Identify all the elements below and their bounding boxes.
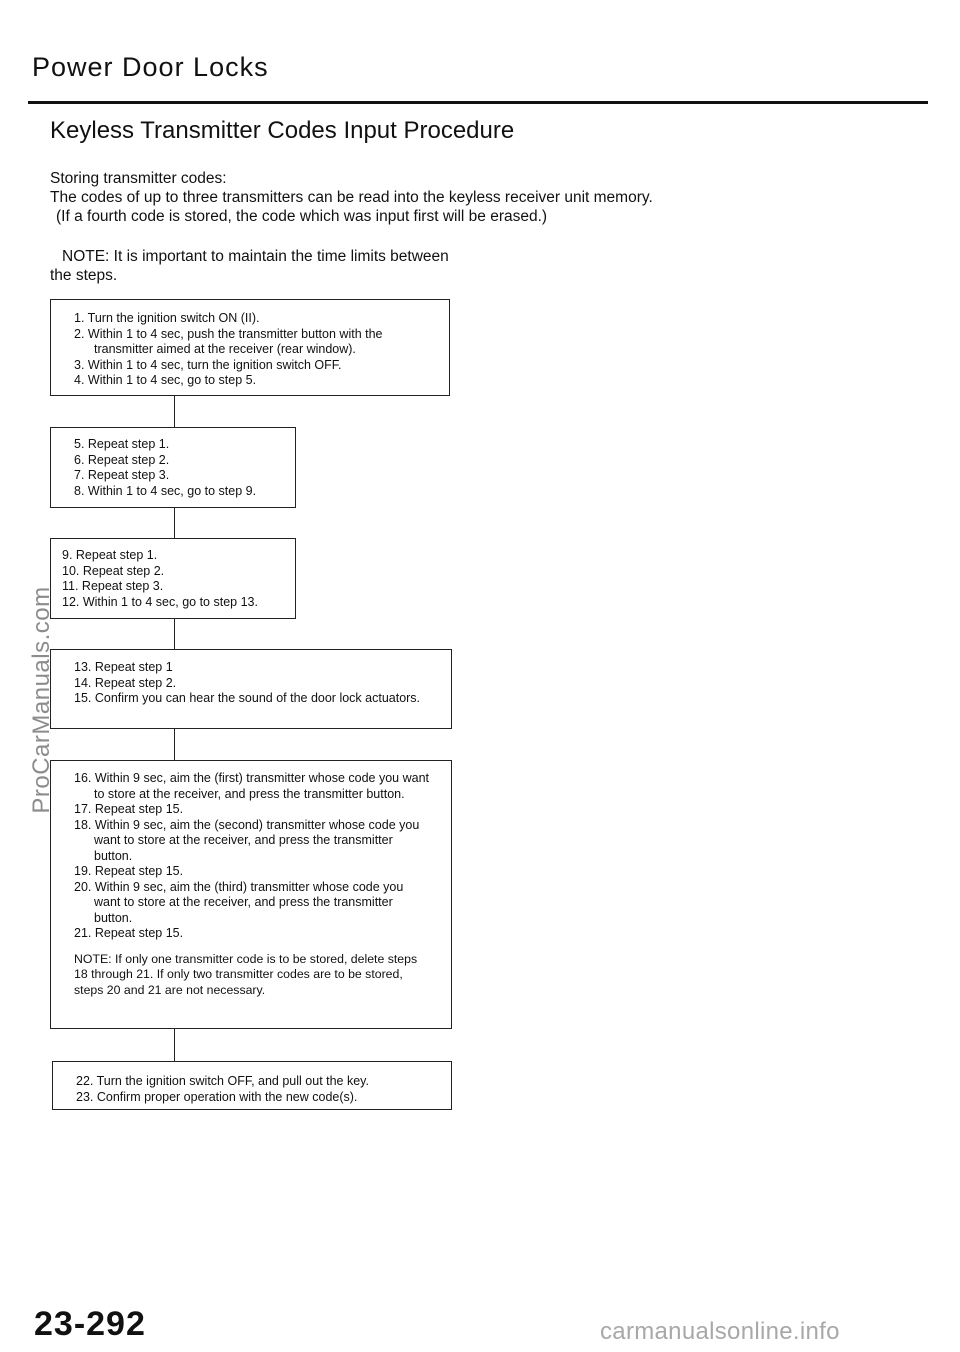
step-item: 18. Within 9 sec, aim the (second) transmitter whose code you want to store at the receiver, and press the transmitter button. [74,817,420,863]
box-note: NOTE: If only one transmitter code is to be stored, delete steps 18 through 21. If only two transmitter codes are to be stored, steps 20 and 21 are not necessary. [74,951,418,997]
intro-line-1: The codes of up to three transmitters can be read into the keyless receiver unit memory. [50,189,653,206]
intro-note-line-2: the steps. [50,267,118,284]
step-item: 19. Repeat step 15. [74,864,184,878]
step-box-4 [50,649,452,729]
title-rule [28,101,928,104]
intro-line-2: (If a fourth code is stored, the code which was input first will be erased.) [56,208,548,225]
step-box-5 [50,760,452,1029]
flow-connector [174,396,175,427]
flow-connector [174,1029,175,1061]
intro-note-line-1: NOTE: It is important to maintain the time limits between [62,248,449,265]
step-item: 5. Repeat step 1. [74,437,170,451]
flow-connector [174,729,175,760]
step-item: 22. Turn the ignition switch OFF, and pull out the key. [76,1074,369,1088]
flow-connector [174,619,175,649]
step-item: 12. Within 1 to 4 sec, go to step 13. [62,594,258,609]
section-title: Keyless Transmitter Codes Input Procedure [50,117,515,144]
step-item: 8. Within 1 to 4 sec, go to step 9. [74,483,257,498]
step-item: 2. Within 1 to 4 sec, push the transmitter button with the transmitter aimed at the receiver (rear window). [74,326,383,356]
flow-connector [174,508,175,538]
page-number: 23-292 [34,1305,146,1343]
step-item: 6. Repeat step 2. [74,452,170,467]
step-item: 20. Within 9 sec, aim the (third) transmitter whose code you want to store at the receiver, and press the transmitter button. [74,879,404,925]
step-item: 9. Repeat step 1. [62,548,158,562]
step-item: 23. Confirm proper operation with the new code(s). [76,1089,358,1104]
intro-lead: Storing transmitter codes: [50,170,227,187]
step-item: 14. Repeat step 2. [74,675,177,690]
step-box-3 [50,538,296,619]
step-item: 21. Repeat step 15. [74,926,184,940]
page-title: Power Door Locks [32,52,269,82]
step-box-1 [50,299,450,396]
step-box-6 [52,1061,452,1110]
step-item: 11. Repeat step 3. [62,579,164,593]
step-item: 10. Repeat step 2. [62,563,165,578]
step-item: 15. Confirm you can hear the sound of the door lock actuators. [74,691,421,705]
step-box-2 [50,427,296,508]
step-item: 1. Turn the ignition switch ON (II). [74,311,260,325]
step-item: 4. Within 1 to 4 sec, go to step 5. [74,373,257,387]
side-watermark: ProCarManuals.com [28,586,55,814]
step-item: 7. Repeat step 3. [74,468,170,482]
footer-watermark: carmanualsonline.info [600,1318,840,1345]
step-item: 13. Repeat step 1 [74,660,173,674]
step-item: 16. Within 9 sec, aim the (first) transmitter whose code you want to store at the receiver, and press the transmitter button. [74,771,429,801]
step-item: 3. Within 1 to 4 sec, turn the ignition switch OFF. [74,357,342,372]
step-item: 17. Repeat step 15. [74,802,184,816]
